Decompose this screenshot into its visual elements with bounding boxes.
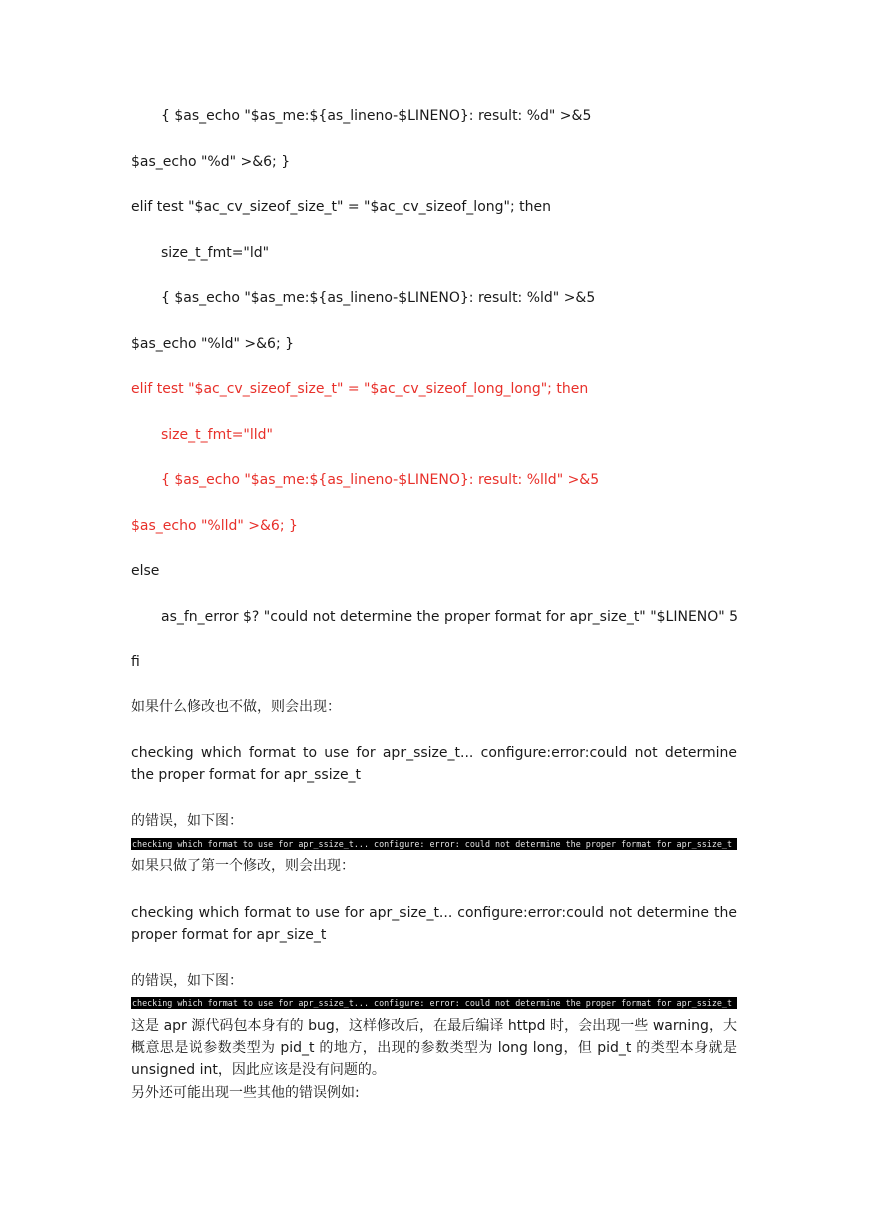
code-line-4: size_t_fmt="ld" — [161, 245, 270, 261]
code-line-3: elif test "$ac_cv_sizeof_size_t" = "$ac_cv_sizeof_long"; then — [131, 199, 551, 215]
code-line-2: $as_echo "%d" >&6; } — [131, 154, 291, 170]
code-line-5: { $as_echo "$as_me:${as_lineno-$LINENO}: result: %ld" >&5 — [161, 290, 596, 306]
code-line-7-highlighted: elif test "$ac_cv_sizeof_size_t" = "$ac_cv_sizeof_long_long"; then — [131, 381, 589, 397]
code-line-1: { $as_echo "$as_me:${as_lineno-$LINENO}: result: %d" >&5 — [161, 108, 592, 124]
paragraph-other-errors: 另外还可能出现一些其他的错误例如: — [131, 1085, 360, 1101]
paragraph-bug-explanation: 这是 apr 源代码包本身有的 bug，这样修改后，在最后编译 httpd 时，会出现一些 warning，大概意思是说参数类型为 pid_t 的地方，出现的参数类型为 long long，但 pid_t 的类型本身就是 unsigned int，因此应该是没有问题的。 — [131, 1018, 737, 1078]
paragraph-see-figure-2: 的错误，如下图： — [131, 973, 243, 989]
paragraph-error-ssize: checking which format to use for apr_ssize_t... configure:error:could not determine the proper format for apr_ssize_t — [131, 745, 737, 783]
paragraph-see-figure-1: 的错误，如下图： — [131, 813, 243, 829]
code-line-6: $as_echo "%ld" >&6; } — [131, 336, 295, 352]
code-line-9-highlighted: { $as_echo "$as_me:${as_lineno-$LINENO}: result: %lld" >&5 — [161, 472, 600, 488]
code-line-11: else — [131, 563, 160, 579]
code-line-8-highlighted: size_t_fmt="lld" — [161, 427, 273, 443]
paragraph-first-change: 如果只做了第一个修改，则会出现： — [131, 858, 355, 874]
code-line-13: fi — [131, 654, 140, 670]
code-line-10-highlighted: $as_echo "%lld" >&6; } — [131, 518, 298, 534]
code-line-12: as_fn_error $? "could not determine the proper format for apr_size_t" "$LINENO" 5 — [161, 609, 739, 625]
terminal-screenshot-2: checking which format to use for apr_ssize_t... configure: error: could not determine the proper format for apr_ssize_t — [131, 997, 737, 1009]
paragraph-error-size: checking which format to use for apr_size_t... configure:error:could not determine the proper format for apr_size_t — [131, 905, 737, 943]
terminal-screenshot-1: checking which format to use for apr_ssize_t... configure: error: could not determine the proper format for apr_ssize_t — [131, 838, 737, 850]
paragraph-no-change: 如果什么修改也不做，则会出现： — [131, 699, 341, 715]
